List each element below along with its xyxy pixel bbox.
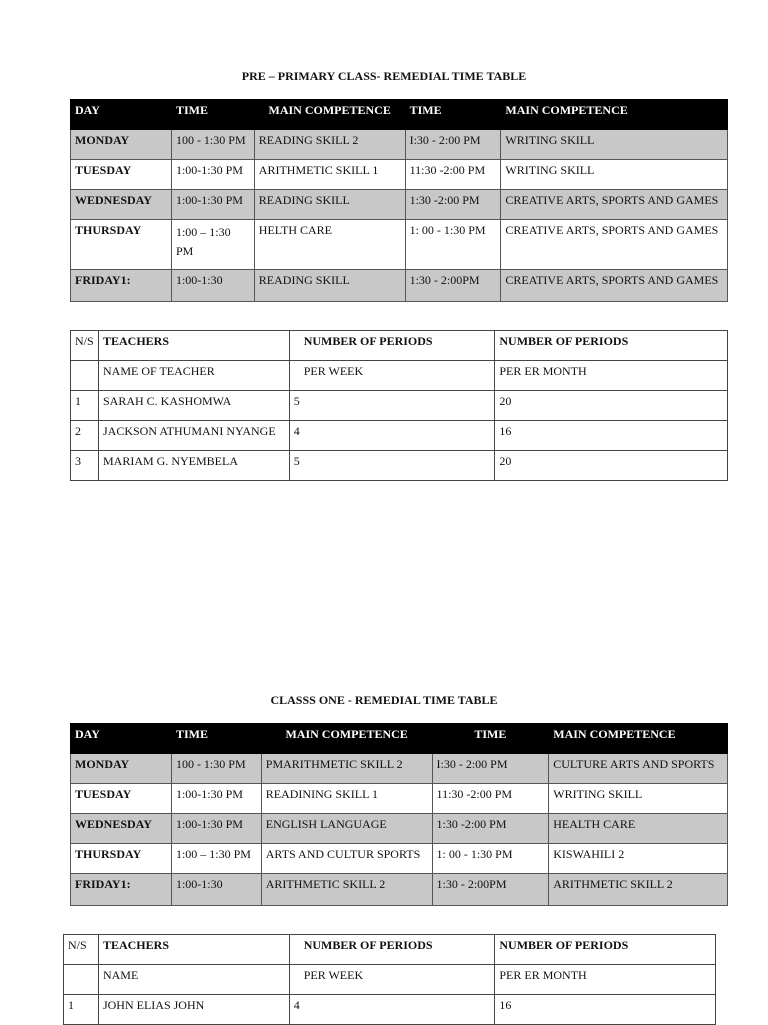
competence-cell: CREATIVE ARTS, SPORTS AND GAMES bbox=[501, 190, 728, 220]
periods-month-cell: 16 bbox=[495, 995, 716, 1025]
competence-cell: READING SKILL 2 bbox=[254, 130, 405, 160]
time-cell: 1:30 -2:00 PM bbox=[405, 190, 501, 220]
day-cell: TUESDAY bbox=[71, 784, 172, 814]
time-cell: 1:30 - 2:00PM bbox=[432, 874, 549, 906]
periods-month-header: NUMBER OF PERIODS bbox=[495, 935, 716, 965]
class-one-timetable bbox=[70, 723, 728, 906]
pre-primary-teachers-table bbox=[70, 330, 728, 481]
ns-header: N/S bbox=[71, 331, 99, 361]
ns-cell: 3 bbox=[71, 451, 99, 481]
class-one-teachers-table bbox=[63, 934, 716, 1025]
periods-week-cell: 5 bbox=[289, 451, 495, 481]
table-row bbox=[71, 754, 728, 784]
name-subheader: NAME OF TEACHER bbox=[98, 361, 289, 391]
ns-cell: 2 bbox=[71, 421, 99, 451]
header-day: DAY bbox=[71, 724, 172, 754]
time-cell: 1: 00 - 1:30 PM bbox=[432, 844, 549, 874]
ns-subheader bbox=[71, 361, 99, 391]
periods-week-cell: 4 bbox=[289, 995, 495, 1025]
table-row bbox=[71, 160, 728, 190]
teachers-header-row bbox=[71, 331, 728, 361]
competence-cell: PMARITHMETIC SKILL 2 bbox=[261, 754, 432, 784]
header-time: TIME bbox=[171, 100, 254, 130]
periods-week-header: NUMBER OF PERIODS bbox=[289, 935, 495, 965]
periods-month-cell: 20 bbox=[495, 451, 728, 481]
time-cell: 100 - 1:30 PM bbox=[171, 130, 254, 160]
pre-primary-title: PRE – PRIMARY CLASS- REMEDIAL TIME TABLE bbox=[241, 69, 527, 83]
timetable-header-row bbox=[71, 724, 728, 754]
time-cell: I:30 - 2:00 PM bbox=[405, 130, 501, 160]
time-cell: 1:00-1:30 PM bbox=[171, 784, 261, 814]
day-cell: THURSDAY bbox=[71, 220, 172, 270]
periods-month-header: NUMBER OF PERIODS bbox=[495, 331, 728, 361]
name-subheader: NAME bbox=[98, 965, 289, 995]
competence-cell: CULTURE ARTS AND SPORTS bbox=[549, 754, 728, 784]
header-main-competence: MAIN COMPETENCE bbox=[261, 724, 432, 754]
per-week-subheader: PER WEEK bbox=[289, 965, 495, 995]
competence-cell: ARITHMETIC SKILL 2 bbox=[549, 874, 728, 906]
table-row bbox=[71, 270, 728, 302]
per-week-subheader: PER WEEK bbox=[289, 361, 495, 391]
teachers-subheader-row bbox=[64, 965, 716, 995]
competence-cell: KISWAHILI 2 bbox=[549, 844, 728, 874]
day-cell: MONDAY bbox=[71, 754, 172, 784]
day-cell: FRIDAY1: bbox=[71, 270, 172, 302]
periods-week-cell: 5 bbox=[289, 391, 495, 421]
competence-cell: ARITHMETIC SKILL 2 bbox=[261, 874, 432, 906]
ns-cell: 1 bbox=[71, 391, 99, 421]
header-main-competence: MAIN COMPETENCE bbox=[549, 724, 728, 754]
competence-cell: WRITING SKILL bbox=[501, 160, 728, 190]
header-day: DAY bbox=[71, 100, 172, 130]
header-time: TIME bbox=[432, 724, 549, 754]
teachers-subheader-row bbox=[71, 361, 728, 391]
competence-cell: ENGLISH LANGUAGE bbox=[261, 814, 432, 844]
day-cell: TUESDAY bbox=[71, 160, 172, 190]
teachers-header: TEACHERS bbox=[98, 935, 289, 965]
competence-cell: ARITHMETIC SKILL 1 bbox=[254, 160, 405, 190]
pre-primary-timetable bbox=[70, 99, 728, 302]
teachers-header: TEACHERS bbox=[98, 331, 289, 361]
competence-cell: CREATIVE ARTS, SPORTS AND GAMES bbox=[501, 220, 728, 270]
ns-header: N/S bbox=[64, 935, 99, 965]
time-cell: 1:00-1:30 bbox=[171, 874, 261, 906]
time-cell: 1:00 – 1:30 PM bbox=[171, 844, 261, 874]
header-main-competence: MAIN COMPETENCE bbox=[254, 100, 405, 130]
time-cell: 1:30 -2:00 PM bbox=[432, 814, 549, 844]
competence-cell: CREATIVE ARTS, SPORTS AND GAMES bbox=[501, 270, 728, 302]
header-time: TIME bbox=[171, 724, 261, 754]
table-row bbox=[71, 844, 728, 874]
competence-cell: HEALTH CARE bbox=[549, 814, 728, 844]
time-cell: 1:30 - 2:00PM bbox=[405, 270, 501, 302]
time-cell: 1:00-1:30 PM bbox=[171, 160, 254, 190]
table-row bbox=[71, 190, 728, 220]
table-row bbox=[71, 451, 728, 481]
time-cell: 1:00-1:30 PM bbox=[171, 814, 261, 844]
table-row bbox=[71, 874, 728, 906]
time-cell: 1:00-1:30 PM bbox=[171, 190, 254, 220]
day-cell: WEDNESDAY bbox=[71, 814, 172, 844]
periods-week-header: NUMBER OF PERIODS bbox=[289, 331, 495, 361]
time-cell: I:30 - 2:00 PM bbox=[432, 754, 549, 784]
teacher-name-cell: MARIAM G. NYEMBELA bbox=[98, 451, 289, 481]
table-row bbox=[71, 391, 728, 421]
time-cell: 11:30 -2:00 PM bbox=[405, 160, 501, 190]
competence-cell: WRITING SKILL bbox=[549, 784, 728, 814]
teacher-name-cell: JOHN ELIAS JOHN bbox=[98, 995, 289, 1025]
per-month-subheader: PER ER MONTH bbox=[495, 965, 716, 995]
time-cell: 1:00 – 1:30 PM bbox=[171, 220, 254, 270]
teacher-name-cell: JACKSON ATHUMANI NYANGE bbox=[98, 421, 289, 451]
competence-cell: READING SKILL bbox=[254, 270, 405, 302]
day-cell: FRIDAY1: bbox=[71, 874, 172, 906]
competence-cell: READING SKILL bbox=[254, 190, 405, 220]
teacher-name-cell: SARAH C. KASHOMWA bbox=[98, 391, 289, 421]
day-cell: MONDAY bbox=[71, 130, 172, 160]
time-cell: 100 - 1:30 PM bbox=[171, 754, 261, 784]
time-cell: 1: 00 - 1:30 PM bbox=[405, 220, 501, 270]
class-one-title: CLASSS ONE - REMEDIAL TIME TABLE bbox=[270, 693, 498, 707]
competence-cell: WRITING SKILL bbox=[501, 130, 728, 160]
periods-week-cell: 4 bbox=[289, 421, 495, 451]
time-cell: 1:00-1:30 bbox=[171, 270, 254, 302]
table-row bbox=[71, 784, 728, 814]
competence-cell: HELTH CARE bbox=[254, 220, 405, 270]
teachers-header-row bbox=[64, 935, 716, 965]
ns-subheader bbox=[64, 965, 99, 995]
periods-month-cell: 16 bbox=[495, 421, 728, 451]
header-time: TIME bbox=[405, 100, 501, 130]
per-month-subheader: PER ER MONTH bbox=[495, 361, 728, 391]
day-cell: THURSDAY bbox=[71, 844, 172, 874]
ns-cell: 1 bbox=[64, 995, 99, 1025]
table-row bbox=[71, 220, 728, 270]
table-row bbox=[71, 814, 728, 844]
competence-cell: ARTS AND CULTUR SPORTS bbox=[261, 844, 432, 874]
table-row bbox=[71, 130, 728, 160]
competence-cell: READINING SKILL 1 bbox=[261, 784, 432, 814]
timetable-header-row bbox=[71, 100, 728, 130]
time-cell: 11:30 -2:00 PM bbox=[432, 784, 549, 814]
table-row bbox=[64, 995, 716, 1025]
header-main-competence: MAIN COMPETENCE bbox=[501, 100, 728, 130]
periods-month-cell: 20 bbox=[495, 391, 728, 421]
table-row bbox=[71, 421, 728, 451]
day-cell: WEDNESDAY bbox=[71, 190, 172, 220]
